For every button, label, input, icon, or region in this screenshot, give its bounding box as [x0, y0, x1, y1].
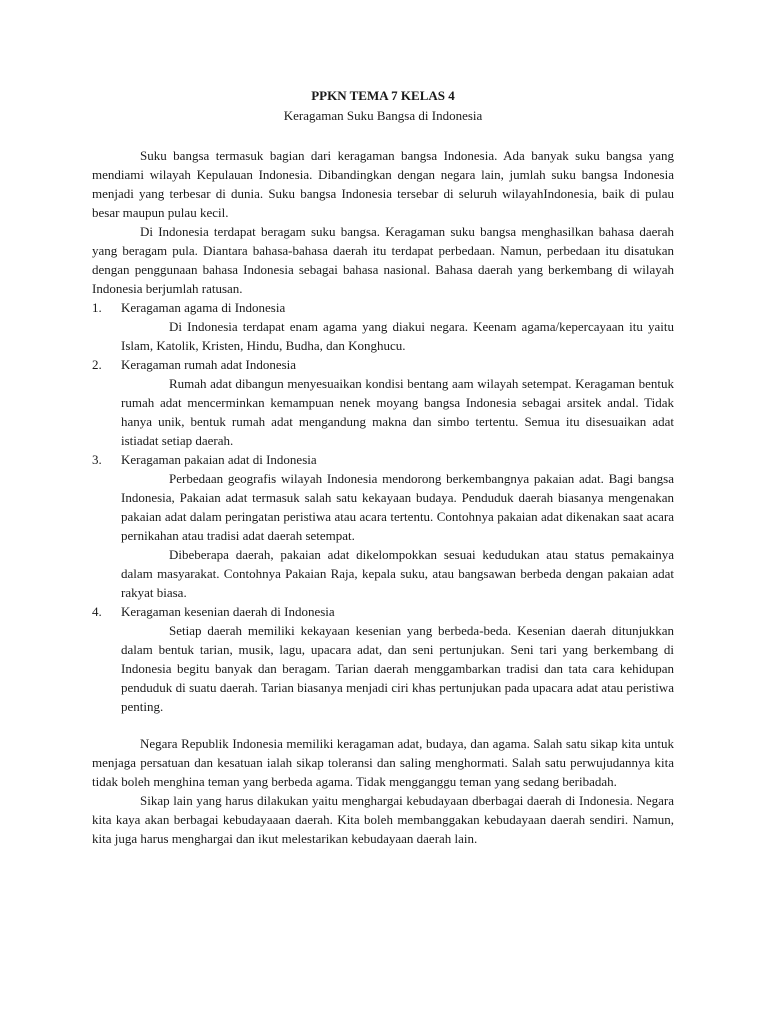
list-item — [92, 298, 674, 355]
topic-list — [92, 298, 674, 716]
document-subtitle: Keragaman Suku Bangsa di Indonesia — [283, 108, 483, 123]
list-number: 4. — [92, 604, 102, 619]
closing-paragraph: Negara Republik Indonesia memiliki keragaman adat, budaya, dan agama. Salah satu sikap kita untuk menjaga persatuan dan kesatuan ialah sikap toleransi dan saling menghormati. Salah satu perwujudannya kita tidak boleh menghina teman yang berbeda agama. Tidak mengganggu teman yang sedang beribadah. — [92, 736, 674, 789]
intro-paragraph: Di Indonesia terdapat beragam suku bangsa. Keragaman suku bangsa menghasilkan bahasa daerah yang beragam pula. Diantara bahasa-bahasa daerah itu terdapat perbedaan. Namun, perbedaan itu disatukan dengan penggunaan bahasa Indonesia sebagai bahasa nasional. Bahasa daerah yang berkembang di wilayah Indonesia berjumlah ratusan. — [92, 224, 674, 296]
list-paragraph: Rumah adat dibangun menyesuaikan kondisi bentang aam wilayah setempat. Keragaman bentuk rumah adat mencerminkan kemampuan nenek moyang bangsa Indonesia sebagai arsitek andal. Tidak hanya unik, bentuk rumah adat mengandung makna dan simbo tertentu. Semua itu disesuaikan adat istiadat setiap daerah. — [121, 376, 674, 448]
section-gap — [92, 716, 674, 734]
list-heading: Keragaman pakaian adat di Indonesia — [121, 452, 317, 467]
list-number: 3. — [92, 452, 102, 467]
list-number: 1. — [92, 300, 102, 315]
list-paragraph: Di Indonesia terdapat enam agama yang diakui negara. Keenam agama/kepercayaan itu yaitu Islam, Katolik, Kristen, Hindu, Budha, dan Konghucu. — [121, 319, 674, 353]
list-heading: Keragaman kesenian daerah di Indonesia — [121, 604, 335, 619]
list-item — [92, 355, 674, 450]
list-heading: Keragaman agama di Indonesia — [121, 300, 286, 315]
list-heading: Keragaman rumah adat Indonesia — [121, 357, 297, 372]
list-paragraph: Setiap daerah memiliki kekayaan kesenian yang berbeda-beda. Kesenian daerah ditunjukkan dalam bentuk tarian, musik, lagu, upacara adat, dan seni pertunjukan. Seni tari yang berkembang di Indonesia begitu banyak dan beragam. Tarian daerah menggambarkan tradisi dan tata cara kehidupan penduduk di suatu daerah. Tarian biasanya menjadi ciri khas pertunjukan pada upacara adat atau peristiwa penting. — [121, 623, 674, 714]
list-number: 2. — [92, 357, 102, 372]
list-item — [92, 602, 674, 716]
list-item — [92, 450, 674, 602]
closing-paragraph: Sikap lain yang harus dilakukan yaitu menghargai kebudayaan dberbagai daerah di Indonesia. Negara kita kaya akan berbagai kebudayaaan daerah. Kita boleh membanggakan kebudayaan daerah sendiri. Namun, kita juga harus menghargai dan ikut melestarikan kebudayaan daerah lain. — [92, 793, 674, 846]
list-paragraph: Dibeberapa daerah, pakaian adat dikelompokkan sesuai kedudukan atau status pemakainya dalam masyarakat. Contohnya Pakaian Raja, kepala suku, atau bangsawan berbeda dengan pakaian adat rakyat biasa. — [121, 547, 674, 600]
document-title: PPKN TEMA 7 KELAS 4 — [311, 88, 455, 103]
intro-paragraph: Suku bangsa termasuk bagian dari keragaman bangsa Indonesia. Ada banyak suku bangsa yang mendiami wilayah Kepulauan Indonesia. Dibandingkan dengan negara lain, jumlah suku bangsa Indonesia menjadi yang terbesar di dunia. Suku bangsa Indonesia tersebar di seluruh wilayahIndonesia, baik di pulau besar maupun pulau kecil. — [92, 148, 674, 220]
list-paragraph: Perbedaan geografis wilayah Indonesia mendorong berkembangnya pakaian adat. Bagi bangsa Indonesia, Pakaian adat termasuk salah satu kekayaan budaya. Penduduk daerah biasanya mengenakan pakaian adat dalam peringatan peristiwa atau acara tertentu. Contohnya pakaian adat dikenakan saat acara pernikahan atau tradisi adat daerah setempat. — [121, 471, 674, 543]
